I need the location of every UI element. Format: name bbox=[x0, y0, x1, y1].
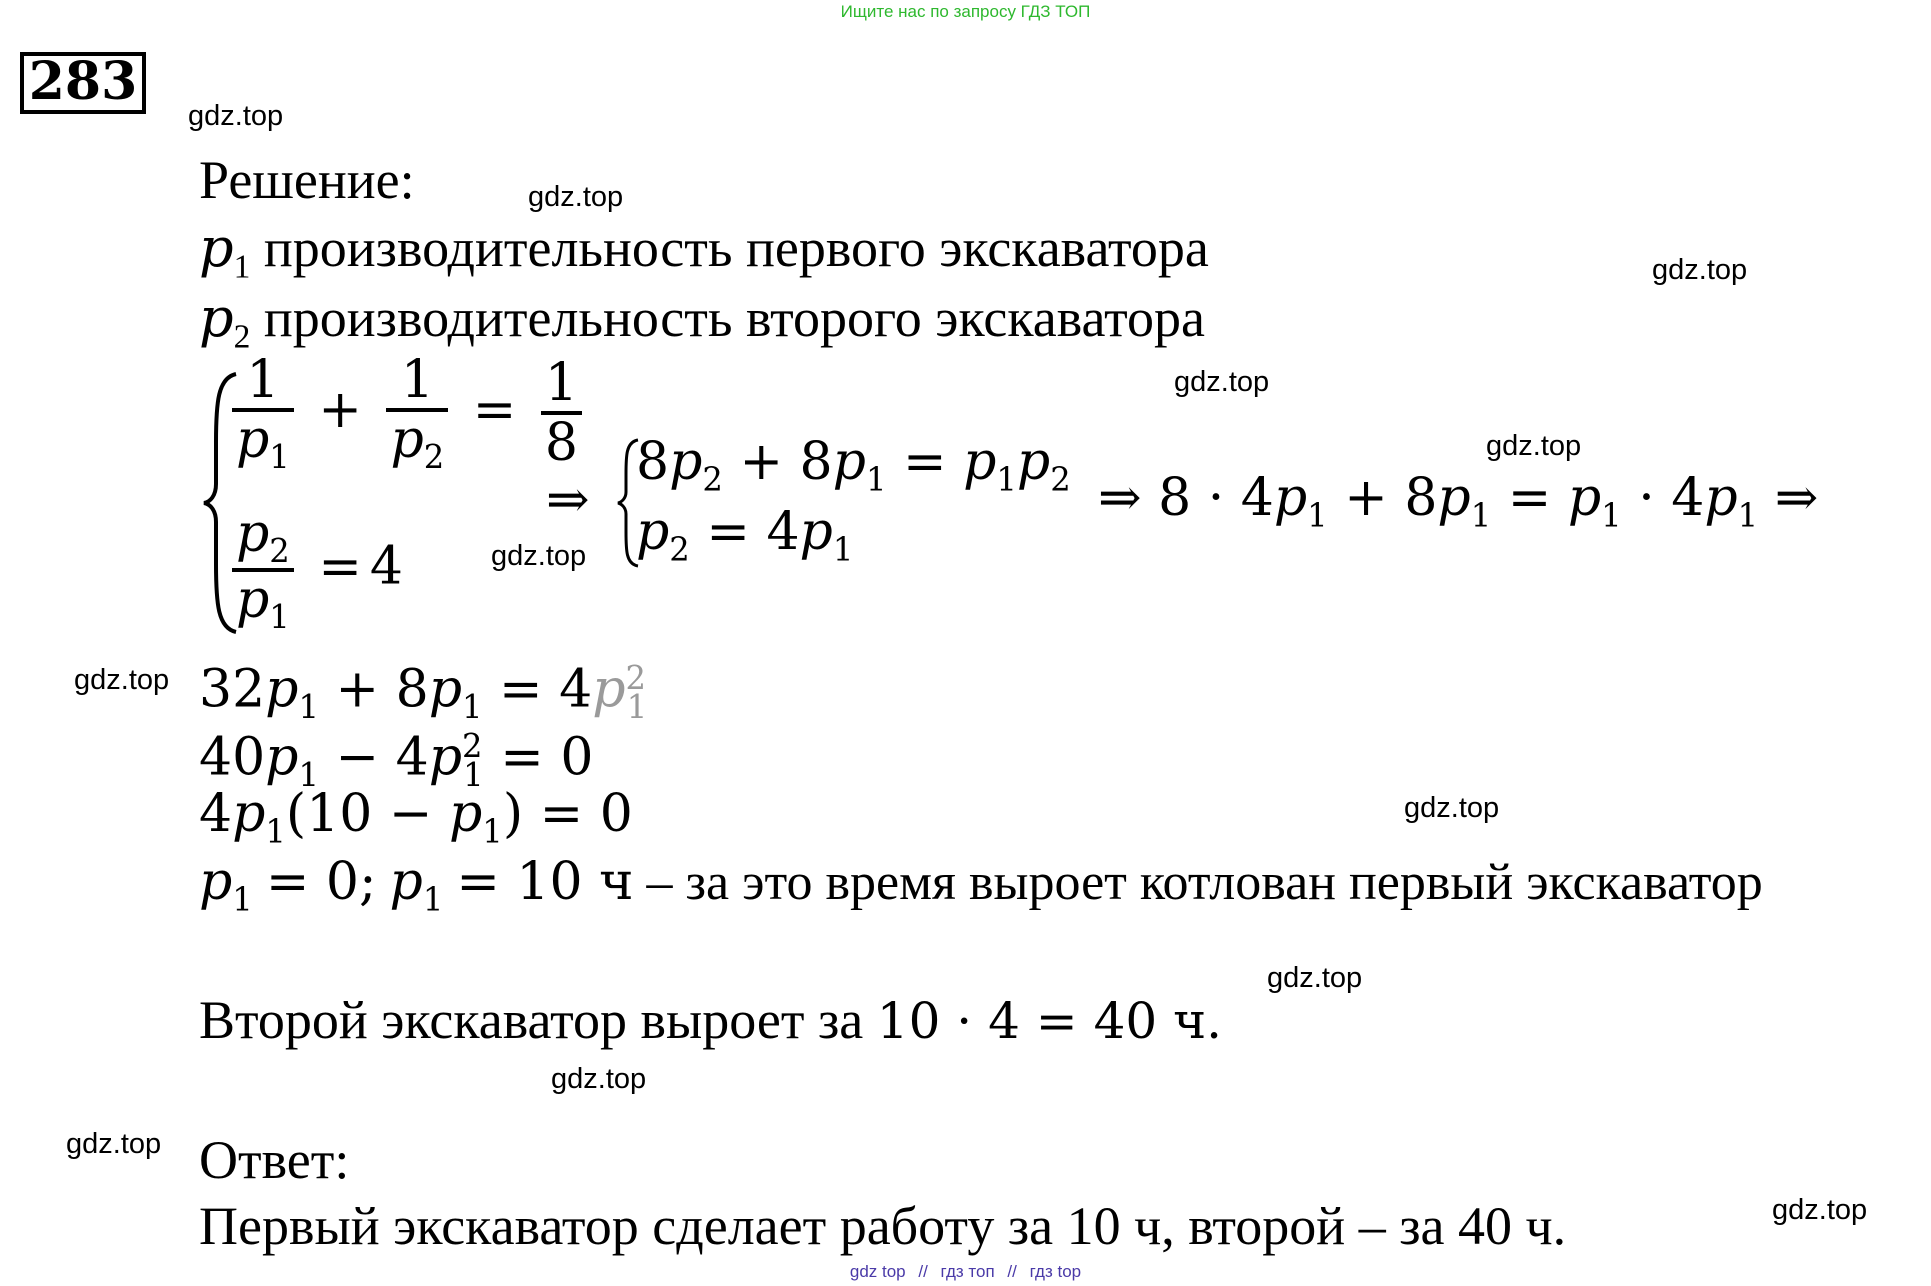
fraction-1-over-8: $\frac{1}{8}$ bbox=[541, 355, 582, 471]
footer-link[interactable]: gdz top bbox=[849, 1262, 906, 1281]
watermark: gdz.top bbox=[1174, 366, 1270, 398]
watermark: gdz.top bbox=[1652, 254, 1748, 286]
footer-link[interactable]: гдз топ bbox=[940, 1262, 995, 1281]
equation-line-4: $p_1 = 0$; $p_1 = 10$ ч – за это время выроет котлован первый экскаватор bbox=[199, 852, 1763, 919]
watermark: gdz.top bbox=[66, 1128, 162, 1160]
implies-arrow: ⇒ bbox=[546, 470, 590, 530]
equation-line-3: $4p_1(10 - p_1) = 0$ bbox=[199, 784, 633, 851]
task-number: 283 bbox=[20, 52, 146, 114]
definition-p1: $p_1$ производительность первого экскаватора bbox=[199, 216, 1209, 286]
second-excavator-line: Второй экскаватор выроет за 10 · 4 = 40 ч. bbox=[199, 990, 1223, 1050]
footer-separator: // bbox=[1007, 1262, 1017, 1281]
fraction-1-over-p2: $\frac{1}{p_2}$ bbox=[386, 352, 448, 474]
equation-line-1: $32p_1 + 8p_1 = 4p^2_1$ bbox=[199, 659, 648, 726]
system-eq-2: $\frac{p_2}{p_1}$ = 4 bbox=[232, 506, 403, 634]
substitution-line: ⇒ $8 \cdot 4p_1 + 8p_1 = p_1 \cdot 4p_1$ ⇒ bbox=[1098, 468, 1819, 535]
system2-eq-1: $8p_2 + 8p_1 = p_1p_2$ bbox=[636, 432, 1071, 499]
fraction-p2-over-p1: $\frac{p_2}{p_1}$ bbox=[232, 506, 294, 634]
watermark: gdz.top bbox=[491, 540, 587, 572]
watermark: gdz.top bbox=[528, 181, 624, 213]
footer-link[interactable]: гдз top bbox=[1029, 1262, 1082, 1281]
system-eq-1: $\frac{1}{p_1}$ + $\frac{1}{p_2}$ = $\frac{1}{8}$ bbox=[232, 352, 582, 474]
watermark: gdz.top bbox=[551, 1063, 647, 1095]
watermark: gdz.top bbox=[1486, 430, 1582, 462]
equation-line-2: $40p_1 - 4p^2_1 = 0$ bbox=[199, 727, 594, 794]
watermark: gdz.top bbox=[188, 100, 284, 132]
watermark: gdz.top bbox=[1267, 962, 1363, 994]
definition-p2: $p_2$ производительность второго экскаватора bbox=[199, 286, 1205, 356]
solution-label: Решение: bbox=[199, 150, 415, 210]
answer-label: Ответ: bbox=[199, 1130, 350, 1190]
answer-text: Первый экскаватор сделает работу за 10 ч, второй – за 40 ч. bbox=[199, 1196, 1567, 1256]
system2-eq-2: $p_2 = 4p_1$ bbox=[636, 502, 854, 569]
footer-links bbox=[0, 1262, 1931, 1282]
watermark: gdz.top bbox=[1404, 792, 1500, 824]
watermark: gdz.top bbox=[1772, 1194, 1868, 1226]
watermark: gdz.top bbox=[74, 664, 170, 696]
fraction-1-over-p1: $\frac{1}{p_1}$ bbox=[232, 352, 294, 474]
search-hint: Ищите нас по запросу ГДЗ ТОП bbox=[840, 2, 1091, 21]
footer-separator: // bbox=[918, 1262, 928, 1281]
